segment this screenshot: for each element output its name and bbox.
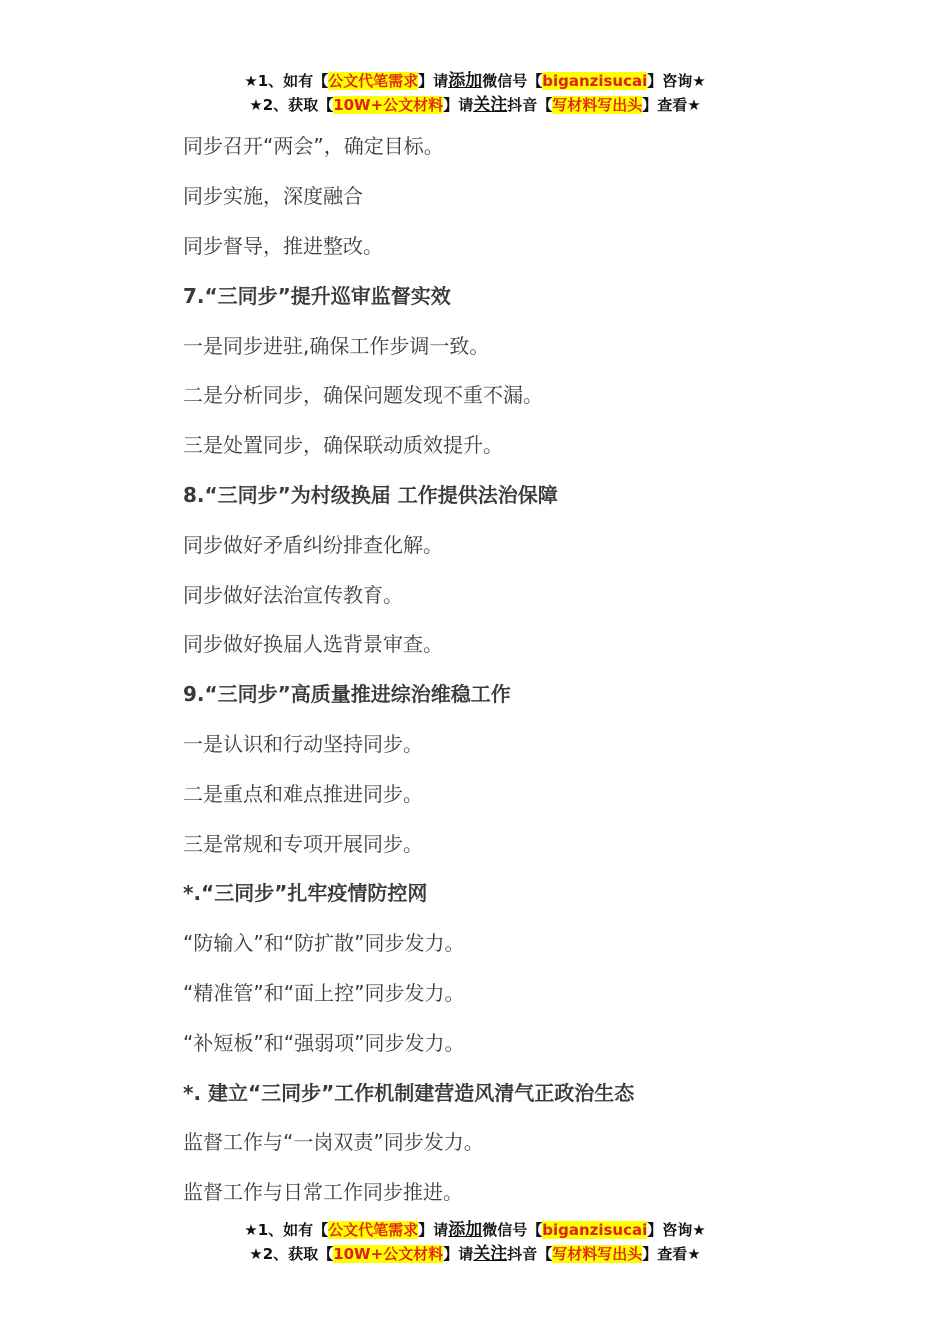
body-line: 监督工作与日常工作同步推进。 [183,1180,463,1205]
document-body [183,120,883,1216]
banner-highlight: 公文代笔需求 [328,1221,419,1239]
banner-emphasis: 关注 [473,95,508,115]
banner-text: 微信号【 [482,1221,543,1239]
body-line: 三是常规和专项开展同步。 [183,831,423,856]
body-line: 同步召开“两会”，确定目标。 [183,134,444,159]
footer-banner-line-1 [0,1218,950,1242]
section-heading: 9.“三同步”高质量推进综治维稳工作 [183,682,511,707]
footer-banner [0,1218,950,1266]
banner-text: 】查看★ [642,1245,701,1263]
body-line: 一是认识和行动坚持同步。 [183,731,423,756]
banner-emphasis: 关注 [473,1244,508,1264]
body-line: 监督工作与“一岗双责”同步发力。 [183,1130,484,1155]
banner-text: 抖音【 [507,1245,553,1263]
body-line: 二是分析同步，确保问题发现不重不漏。 [183,383,543,408]
section-heading: *.“三同步”扎牢疫情防控网 [183,881,428,906]
body-line: 同步督导，推进整改。 [183,233,383,258]
banner-text: 抖音【 [507,96,553,114]
body-line: 同步做好矛盾纠纷排查化解。 [183,532,443,557]
banner-wechat-id: biganzisucai [542,72,648,90]
banner-text: ★1、如有【 [244,72,329,90]
header-banner-line-1 [0,69,950,93]
header-banner [0,69,950,117]
banner-highlight: 公文代笔需求 [328,72,419,90]
footer-banner-line-2 [0,1242,950,1266]
banner-text: 】请 [418,72,449,90]
banner-highlight: 10W+公文材料 [333,96,444,114]
banner-text: 微信号【 [482,72,543,90]
header-banner-line-2 [0,93,950,117]
section-heading: 7.“三同步”提升巡审监督实效 [183,283,451,308]
body-line: 三是处置同步，确保联动质效提升。 [183,433,503,458]
body-line: 同步做好换届人选背景审查。 [183,632,443,657]
banner-wechat-id: biganzisucai [542,1221,648,1239]
banner-text: 】请 [443,96,474,114]
banner-account: 写材料写出头 [552,1245,643,1263]
banner-text: 】查看★ [642,96,701,114]
body-line: 同步实施，深度融合 [183,184,363,209]
section-heading: *. 建立“三同步”工作机制建营造风清气正政治生态 [183,1080,635,1105]
body-line: “精准管”和“面上控”同步发力。 [183,980,465,1005]
body-line: 同步做好法治宣传教育。 [183,582,403,607]
body-line: “补短板”和“强弱项”同步发力。 [183,1030,465,1055]
banner-text: ★2、获取【 [249,1245,334,1263]
banner-text: ★1、如有【 [244,1221,329,1239]
banner-text: 】咨询★ [647,1221,706,1239]
banner-emphasis: 添加 [448,1220,483,1240]
banner-text: 】请 [418,1221,449,1239]
banner-text: 】请 [443,1245,474,1263]
banner-text: 】咨询★ [647,72,706,90]
banner-text: ★2、获取【 [249,96,334,114]
banner-highlight: 10W+公文材料 [333,1245,444,1263]
body-line: “防输入”和“防扩散”同步发力。 [183,931,465,956]
banner-account: 写材料写出头 [552,96,643,114]
banner-emphasis: 添加 [448,71,483,91]
section-heading: 8.“三同步”为村级换届 工作提供法治保障 [183,482,558,507]
body-line: 一是同步进驻,确保工作步调一致。 [183,333,490,358]
body-line: 二是重点和难点推进同步。 [183,781,423,806]
